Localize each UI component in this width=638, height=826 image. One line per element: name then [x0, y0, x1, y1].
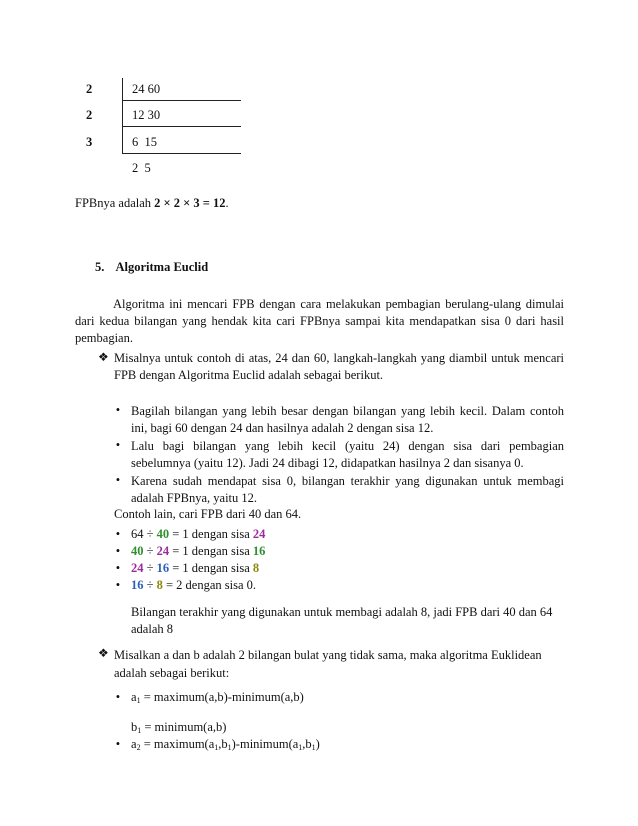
- intro-paragraph: Algoritma ini mencari FPB dengan cara melakukan pembagian berulang-ulang dimulai dari kedua bilangan yang hendak kita cari FPBnya sampai kita mendapatkan sisa 0 dari hasil pembagian.: [75, 297, 564, 345]
- bullet-dot-icon: •: [115, 527, 121, 541]
- ladder-row: 24 60: [132, 82, 161, 96]
- fpb-expression: 2 × 2 × 3 = 12: [154, 196, 226, 210]
- formula-subscript: 1: [298, 743, 303, 752]
- item1-bullet: Karena sudah mendapat sisa 0, bilangan terakhir yang digunakan untuk membagi adalah FPBnya, yaitu 12.: [131, 474, 564, 505]
- bullet-dot-icon: •: [115, 578, 121, 592]
- step-remainder: 0.: [246, 578, 257, 592]
- item1-bullet: Lalu bagi bilangan yang lebih kecil (yaitu 24) dengan sisa dari pembagian sebelumnya (yaitu 12). Jadi 24 dibagi 12, didapatkan hasilnya 2 dan sisanya 0.: [131, 439, 564, 470]
- euclid-step: [131, 527, 265, 542]
- step-result-text: = 2 dengan sisa: [162, 578, 247, 592]
- formula-lhs: b: [131, 720, 138, 734]
- divide-symbol: ÷: [143, 544, 157, 558]
- formula-subscript: 1: [227, 743, 232, 752]
- euclid-step: [131, 561, 259, 576]
- bullet-dot-icon: •: [115, 737, 121, 751]
- formula-part: ,b: [218, 737, 228, 751]
- step-result-text: = 1 dengan sisa: [169, 544, 253, 558]
- step-dividend: 40: [131, 544, 144, 558]
- formula-lhs: a: [131, 690, 137, 704]
- step-remainder: 16: [252, 544, 266, 558]
- ladder-rule-2: [123, 126, 241, 127]
- fpb-prefix: FPBnya adalah: [75, 196, 155, 210]
- formula-subscript: 2: [136, 743, 141, 752]
- bullet-dot-icon: •: [115, 403, 121, 417]
- ladder-divisor: 2: [86, 82, 93, 96]
- divide-symbol: ÷: [143, 578, 157, 592]
- division-ladder: [78, 78, 248, 190]
- formula-part: )-minimum(a: [231, 737, 299, 751]
- bullet-dot-icon: •: [115, 438, 121, 452]
- section-number: 5.: [95, 260, 105, 274]
- item2-text: Misalkan a dan b adalah 2 bilangan bulat yang tidak sama, maka algoritma Euklidean adalah sebagai berikut:: [114, 648, 542, 680]
- item1-text: Misalnya untuk contoh di atas, 24 dan 60, langkah-langkah yang diambil untuk mencari FPB dengan Algoritma Euclid adalah sebagai berikut.: [114, 351, 564, 382]
- step-dividend: 64: [131, 527, 144, 541]
- fpb-suffix: .: [225, 196, 229, 210]
- formula-b1: [131, 720, 226, 735]
- euclid-step: [131, 578, 256, 593]
- diamond-bullet-icon: ❖: [98, 646, 109, 660]
- example2-conclusion: Bilangan terakhir yang digunakan untuk membagi adalah 8, jadi FPB dari 40 dan 64 adalah 8: [131, 605, 553, 636]
- formula-a1: [131, 690, 304, 705]
- ladder-rule-3: [123, 153, 241, 154]
- formula-part: ,b: [302, 737, 312, 751]
- step-dividend: 24: [131, 561, 144, 575]
- formula-subscript: 1: [311, 743, 316, 752]
- formula-subscript: 1: [214, 743, 219, 752]
- step-remainder: 8: [252, 561, 260, 575]
- step-dividend: 16: [131, 578, 144, 592]
- bullet-dot-icon: •: [115, 690, 121, 704]
- formula-part: ): [315, 737, 320, 751]
- ladder-row: 12 30: [132, 108, 161, 122]
- euclid-step: [131, 544, 265, 559]
- ladder-rule-1: [123, 100, 241, 101]
- item1-bullet: Bagilah bilangan yang lebih besar dengan bilangan yang lebih kecil. Dalam contoh ini, bagi 60 dengan 24 dan hasilnya adalah 2 dengan sisa 12.: [131, 404, 564, 435]
- formula-subscript: 1: [137, 726, 142, 735]
- bullet-dot-icon: •: [115, 544, 121, 558]
- step-result-text: = 1 dengan sisa: [169, 561, 253, 575]
- step-divisor: 16: [156, 561, 170, 575]
- divide-symbol: ÷: [143, 527, 157, 541]
- section-title: Algoritma Euclid: [115, 260, 209, 274]
- divide-symbol: ÷: [143, 561, 157, 575]
- formula-subscript: 1: [136, 696, 141, 705]
- bullet-dot-icon: •: [115, 561, 121, 575]
- formula-a2: [131, 737, 320, 752]
- step-result-text: = 1 dengan sisa: [169, 527, 253, 541]
- ladder-divisor: 2: [86, 108, 93, 122]
- ladder-vertical-line: [122, 78, 123, 154]
- formula-rhs: = minimum(a,b): [141, 720, 227, 734]
- formula-rhs: = maximum(a,b)-minimum(a,b): [140, 690, 304, 704]
- ladder-row: 2 5: [132, 161, 151, 175]
- ladder-row: 6 15: [132, 135, 157, 149]
- formula-lhs: a: [131, 737, 137, 751]
- formula-rhs: = maximum(a: [140, 737, 215, 751]
- example2-intro: Contoh lain, cari FPB dari 40 dan 64.: [114, 507, 302, 521]
- section-heading: [95, 260, 208, 275]
- step-divisor: 24: [156, 544, 170, 558]
- step-divisor: 8: [156, 578, 163, 592]
- ladder-divisor: 3: [86, 135, 93, 149]
- fpb-result: [75, 196, 229, 211]
- step-divisor: 40: [156, 527, 170, 541]
- step-remainder: 24: [252, 527, 266, 541]
- bullet-dot-icon: •: [115, 473, 121, 487]
- diamond-bullet-icon: ❖: [98, 350, 109, 364]
